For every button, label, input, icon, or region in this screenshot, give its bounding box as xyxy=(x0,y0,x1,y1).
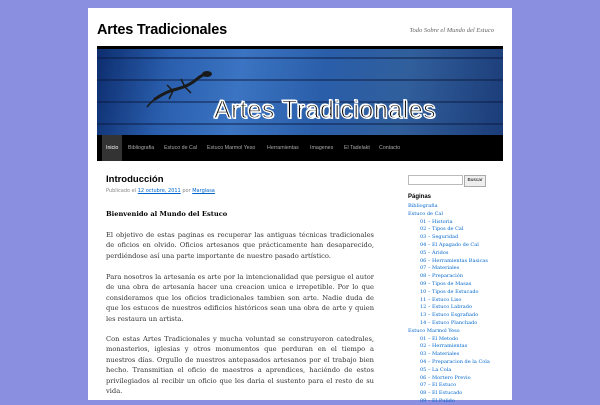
sidebar-page-link[interactable]: 04 – El Apagado de Cal xyxy=(420,242,479,248)
post-meta xyxy=(106,188,215,194)
sidebar-page-link[interactable]: 08 – El Estucado xyxy=(420,390,463,397)
sidebar-page-link[interactable]: 09 – El Pulido xyxy=(420,398,455,404)
post-date-link[interactable]: 12 octubre, 2011 xyxy=(137,188,181,194)
main-navigation xyxy=(97,135,503,161)
post-heading: Bienvenido al Mundo del Estuco xyxy=(106,210,228,218)
sidebar-page-link[interactable]: 05 – La Cola xyxy=(420,366,452,373)
sidebar-heading: Páginas xyxy=(408,194,432,200)
sidebar-page-link[interactable]: 06 – Mortero Previo xyxy=(420,374,471,381)
post-meta-prefix: Publicado el xyxy=(106,188,137,194)
nav-item-imagenes[interactable]: Imagenes xyxy=(310,145,334,151)
site-description: Todo Sobre el Mundo del Estuco xyxy=(409,27,494,34)
sidebar-page-link[interactable]: Bibliografia xyxy=(408,203,438,209)
sidebar-page-link[interactable]: 01 – El Metodo xyxy=(420,335,459,342)
sidebar-page-link[interactable]: Estuco Marmol Yeso xyxy=(408,327,460,334)
sidebar-page-link[interactable]: 12 – Estuco Labrado xyxy=(420,304,472,311)
page-container xyxy=(88,8,512,404)
search-input[interactable] xyxy=(408,175,463,185)
search-button[interactable]: Buscar xyxy=(464,175,486,187)
header-banner-image[interactable] xyxy=(97,49,503,135)
nav-item-el-tadelakt[interactable]: El Tadelakt xyxy=(344,145,370,151)
post-title[interactable]: Introducción xyxy=(106,174,164,185)
sidebar-page-link[interactable]: 01 – Historia xyxy=(420,218,453,225)
sidebar-page-link[interactable]: 06 – Herramientas Basicas xyxy=(420,257,488,264)
sidebar-page-link[interactable]: 02 – Herramientas xyxy=(420,343,468,350)
sidebar-page-link[interactable]: 07 – El Estuco xyxy=(420,382,457,389)
sidebar-page-link[interactable]: 14 – Estuco Planchado xyxy=(420,320,478,326)
sidebar-page-link[interactable]: 10 – Tipos de Estucado xyxy=(420,288,479,295)
nav-item-estuco-de-cal[interactable]: Estuco de Cal xyxy=(164,145,197,151)
nav-item-estuco-marmol-yeso[interactable]: Estuco Marmol Yeso xyxy=(207,145,256,151)
post-paragraph: El objetivo de estas paginas es recuperar las antiguas técnicas tradicionales de oficios en olvido. Oficios artesanos que prácticamente han desaparecido, perdiéndose así una parte importante de nuestro pasado artístico. xyxy=(106,231,374,260)
post-meta-by: por xyxy=(182,188,191,194)
sidebar-page-link[interactable]: 05 – Áridos xyxy=(420,249,449,256)
sidebar-page-link[interactable]: 02 – Tipos de Cal xyxy=(420,226,464,233)
sidebar-page-link[interactable]: Estuco de Cal xyxy=(408,210,443,217)
sidebar-page-link[interactable]: 13 – Estuco Esgrafiado xyxy=(420,312,479,319)
sidebar-page-link[interactable]: 03 – Seguridad xyxy=(420,234,459,241)
post-paragraph: Con estas Artes Tradicionales y mucha voluntad se construyeron catedrales, monasterios, iglesias y otros monumentos que perduran en el tiempo a nuestros días. Orgullo de nuestros antepasados artesanos por el trabajo bien hecho. Transmitian el oficio de maestros a aprendices, haciéndo de estos privilegiados al recibir un oficio que les daria el sustento para el resto de su vida. xyxy=(106,335,374,396)
sidebar-page-link[interactable]: 04 – Preparacion de la Cola xyxy=(420,359,490,365)
nav-item-bibliografia[interactable]: Bibliografia xyxy=(128,145,155,151)
site-title[interactable]: Artes Tradicionales xyxy=(97,22,227,38)
sidebar-page-link[interactable]: 03 – Materiales xyxy=(420,351,460,358)
post-paragraph: Para nosotros la artesanía es arte por la intencionalidad que persigue el autor de una obra de artesanía hacer una creacion unica e irrepetible. Por lo que consideramos que los oficios tradicionales tambien son arte. Nadie duda de que los estucos de nuestros edificios históricos sean una obra de arte y quien les restaura un artista. xyxy=(106,273,374,323)
sidebar-page-link[interactable]: 09 – Tipos de Masas xyxy=(420,281,472,287)
sidebar-page-link[interactable]: 11 – Estuco Liso xyxy=(420,296,462,303)
gecko-icon xyxy=(147,69,217,109)
banner-text: Artes Tradicionales xyxy=(214,96,437,124)
nav-item-contacto[interactable]: Contacto xyxy=(379,145,401,151)
sidebar-page-link[interactable]: 08 – Preparación xyxy=(420,273,463,280)
nav-item-herramientas[interactable]: Herramientas xyxy=(267,145,299,151)
nav-item-inicio[interactable]: Inicio xyxy=(102,135,122,161)
sidebar-page-link[interactable]: 07 – Materiales xyxy=(420,265,460,272)
post-author-link[interactable]: Margiasa xyxy=(192,188,215,194)
